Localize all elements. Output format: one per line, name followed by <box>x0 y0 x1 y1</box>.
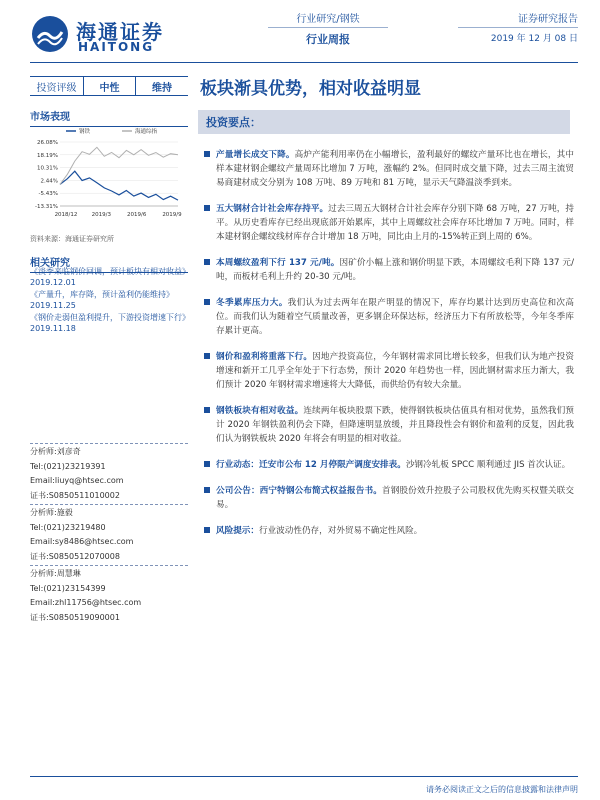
keypoint-lead: 本周螺纹盈利下行 137 元/吨。 <box>216 258 340 268</box>
analyst-name: 分析师:周慧琳 <box>30 569 81 578</box>
analyst-tel: Tel:(021)23219480 <box>30 522 106 532</box>
market-chart <box>30 124 188 220</box>
market-heading: 市场表现 <box>30 108 188 127</box>
keypoint-paragraph <box>204 350 574 392</box>
keypoint-paragraph <box>204 202 574 244</box>
analyst-cert: 证书:S0850511010002 <box>30 490 120 500</box>
rating-label: 投资评级 <box>30 77 84 95</box>
related-report-date: 2019.11.18 <box>30 324 76 333</box>
series-line-steel <box>60 171 178 200</box>
related-report-date: 2019.12.01 <box>30 278 76 287</box>
related-report-item[interactable] <box>30 289 188 311</box>
y-tick-label: -13.31% <box>35 204 58 210</box>
square-bullet-icon <box>204 205 210 211</box>
square-bullet-icon <box>204 527 210 533</box>
keypoint-lead: 公司公告：西宁特钢公布简式权益报告书。 <box>216 486 382 496</box>
company-logo <box>30 14 205 54</box>
analyst-tel: Tel:(021)23154399 <box>30 583 106 593</box>
related-report-title[interactable]: 《产量升，库存降，预计盈利仍能维持》 <box>30 290 174 299</box>
keypoint-paragraph <box>204 524 574 538</box>
series-line-index <box>60 147 178 184</box>
keypoint-text: 因矿价小幅上涨和钢价明显下跌，本周螺纹毛利下降 137 元/吨，而板材毛利上升约 20-30 元/吨。 <box>216 258 575 282</box>
category-label: 行业研究/钢铁 <box>296 14 360 25</box>
analyst-list <box>30 442 188 625</box>
analyst-name: 分析师:施毅 <box>30 508 73 517</box>
keypoint-paragraph <box>204 296 574 338</box>
footer-disclaimer[interactable]: 请务必阅读正文之后的信息披露和法律声明 <box>426 785 578 794</box>
keypoint-paragraph <box>204 148 574 190</box>
analyst-cert: 证书:S0850519090001 <box>30 612 120 622</box>
header-divider <box>30 62 578 63</box>
analyst-name: 分析师:刘彦奇 <box>30 447 81 456</box>
legend-label: 钢铁 <box>79 129 91 135</box>
analyst-email[interactable]: Email:zhl11756@htsec.com <box>30 598 142 607</box>
keypoint-paragraph <box>204 484 574 512</box>
keypoint-text: 我们认为过去两年在限产明显的情况下，库存均累计达到历史高位和次高位。而我们认为随着空气质量改善，更多钢企环保达标，经济压力下有所放松等，今年冬季库存累计更高。 <box>216 298 574 336</box>
report-category <box>268 10 388 47</box>
related-report-date: 2019.11.25 <box>30 301 76 310</box>
x-tick-label: 2019/3 <box>91 212 112 218</box>
keypoint-text: 过去三周五大钢材合计社会库存分别下降 68 万吨，27 万吨，持平。从历史看库存已经出现底部开始累库，其中上周螺纹社会库存环比增加 7 万吨。同时，样本建材钢企螺纹线材库存合计增加 18 万吨，同比由上月的-15%转正到上周的 6%。 <box>216 204 574 242</box>
y-tick-label: 18.19% <box>37 152 58 159</box>
y-tick-label: 26.08% <box>37 140 58 146</box>
keypoint-paragraph <box>204 256 574 284</box>
analyst-email[interactable]: Email:liuyq@htsec.com <box>30 476 124 485</box>
subcategory-label: 行业周报 <box>306 33 350 46</box>
related-report-title[interactable]: 《淡季来临钢价回调，预计板块有相对收益》 <box>30 267 190 276</box>
chart-source: 资料来源：海通证券研究所 <box>30 235 114 243</box>
related-report-title[interactable]: 《钢价走弱但盈利提升，下游投资增速下行》 <box>30 313 190 322</box>
keypoint-lead: 行业动态：迁安市公布 12 月停限产调度安排表。 <box>216 460 406 470</box>
keypoint-text: 行业波动性仍存，对外贸易不确定性风险。 <box>258 526 423 536</box>
keypoint-text: 因地产投资高位，今年钢材需求同比增长较多，但我们认为地产投资增速和新开工几乎全年处于下行态势，预计 2020 年趋势也一样，因此钢材需求压力渐大，我们预计 2020 年钢材需求增速将大大降低，而供给仍有较大余量。 <box>216 352 574 390</box>
keypoint-text: 连续两年板块股票下跌，使得钢铁板块估值具有相对优势，虽然我们预计 2020 年钢铁盈利仍会下降，但降速明显放缓，并且降段性会有钢价和盈利的反复，因此我们认为钢铁板块 2020 年将会有明显的相对收益。 <box>216 406 574 444</box>
keypoint-lead: 风险提示： <box>216 526 259 536</box>
related-report-item[interactable] <box>30 312 188 334</box>
analyst-email[interactable]: Email:sy8486@htsec.com <box>30 537 134 546</box>
report-header <box>0 0 600 64</box>
market-chart-svg <box>30 124 188 220</box>
square-bullet-icon <box>204 461 210 467</box>
keypoint-paragraph <box>204 458 574 472</box>
keypoints-content <box>204 148 574 538</box>
report-date: 2019 年 12 月 08 日 <box>490 34 578 44</box>
keypoint-lead: 钢价和盈利将重落下行。 <box>216 352 313 362</box>
x-tick-label: 2018/12 <box>54 212 78 218</box>
y-tick-label: 2.44% <box>40 178 58 185</box>
related-heading: 相关研究 <box>30 254 188 273</box>
keypoint-text: 高炉产能利用率仍在小幅增长，盈利最好的螺纹产量环比也在增长，其中样本建材钢企螺纹产量周环比增加 7 万吨，涨幅约 2%。但同时成交量下降，过去三周主流贸易商建材成交分别为 108 万吨、89 万吨和 81 万吨，显示天气降温淡季到来。 <box>216 150 574 188</box>
keypoint-lead: 产量增长成交下降。 <box>216 150 295 160</box>
keypoint-text: 沙钢冷轧板 SPCC 顺利通过 JIS 首次认证。 <box>405 460 571 470</box>
square-bullet-icon <box>204 407 210 413</box>
related-report-item[interactable] <box>30 266 188 288</box>
keypoints-heading: 投资要点： <box>198 110 570 134</box>
x-tick-label: 2019/6 <box>126 212 147 218</box>
keypoint-lead: 五大钢材合计社会库存持平。 <box>216 204 329 214</box>
report-meta <box>458 10 578 44</box>
keypoint-paragraph <box>204 404 574 446</box>
logo-text-en: HAITONG <box>78 40 155 54</box>
rating-bar <box>30 76 188 96</box>
square-bullet-icon <box>204 353 210 359</box>
square-bullet-icon <box>204 299 210 305</box>
keypoint-lead: 钢铁板块有相对收益。 <box>216 406 304 416</box>
square-bullet-icon <box>204 151 210 157</box>
footer-rule <box>30 776 578 777</box>
report-type: 证券研究报告 <box>518 14 578 25</box>
y-tick-label: 10.31% <box>37 165 58 172</box>
report-title: 板块渐具优势，相对收益明显 <box>200 79 421 99</box>
y-tick-label: -5.43% <box>38 191 58 198</box>
related-reports <box>30 266 188 335</box>
rating-value: 中性 <box>84 77 136 95</box>
rating-action: 维持 <box>152 82 172 94</box>
analyst-cert: 证书:S0850512070008 <box>30 551 120 561</box>
keypoint-lead: 冬季累库压力大。 <box>216 298 288 308</box>
square-bullet-icon <box>204 259 210 265</box>
square-bullet-icon <box>204 487 210 493</box>
keypoint-text: 首钢股份效升控股子公司股权优先购买权暨关联交易。 <box>216 486 574 510</box>
x-tick-label: 2019/9 <box>162 212 182 218</box>
analyst-tel: Tel:(021)23219391 <box>30 461 106 471</box>
logo-text-cn: 海通证券 <box>76 20 164 44</box>
haitong-logo-icon <box>30 14 70 54</box>
legend-label: 海通综指 <box>135 129 158 135</box>
